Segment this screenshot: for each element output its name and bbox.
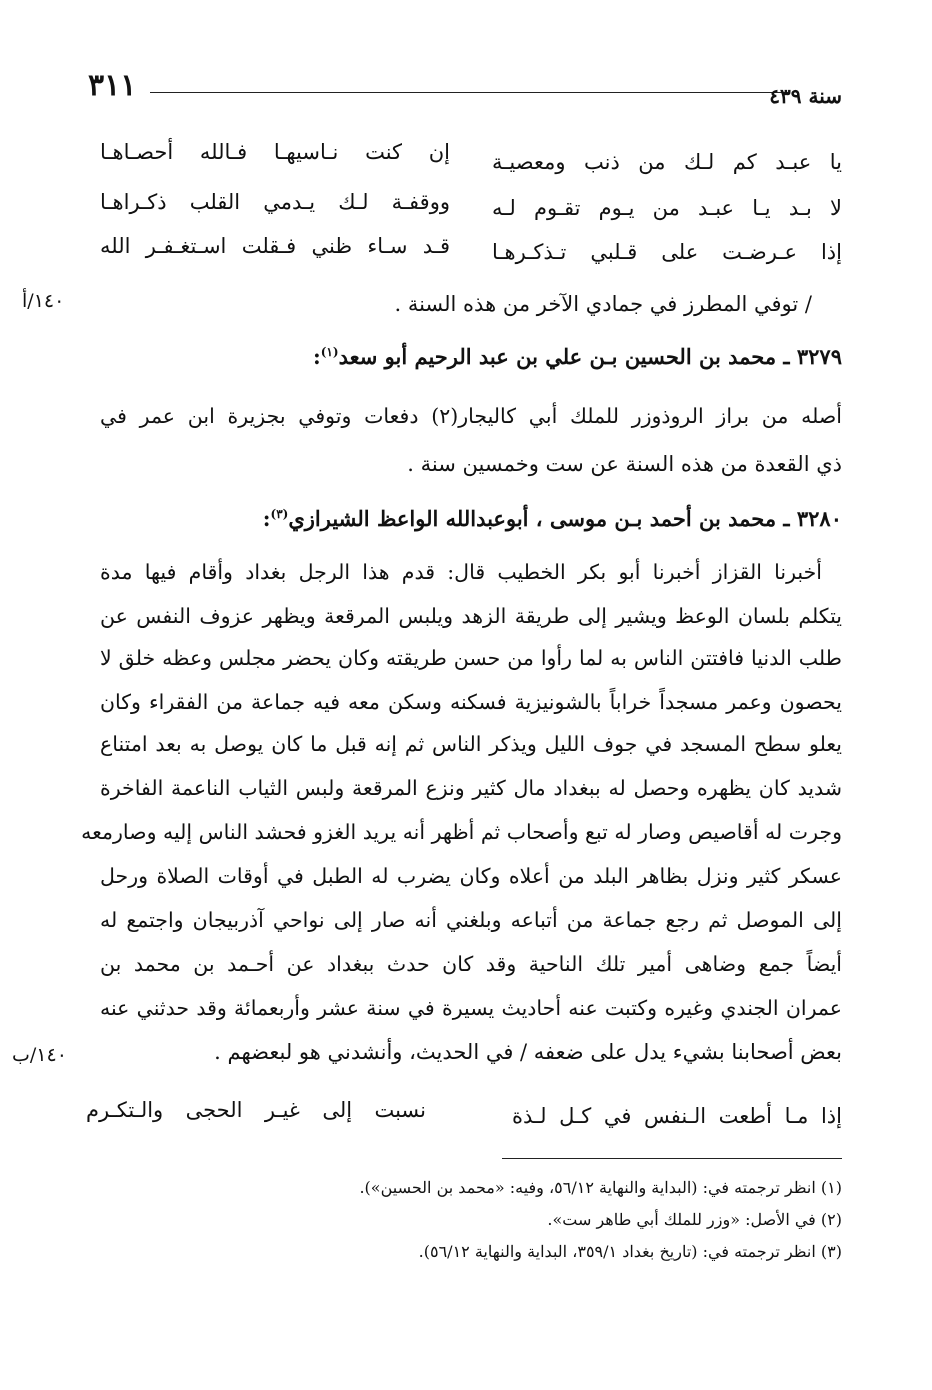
- entry-3279-heading: [313, 344, 842, 369]
- entry-3280-line-11: عمران الجندي وغيره وكتبت عنه أحاديث يسيرة في سنة عشر وأربعمائة وقد حدثني عنه: [100, 996, 842, 1020]
- poem1-verse1-right: يا عبـد كم لـك من ذنب ومعصيـة: [492, 150, 842, 174]
- entry-3280-line-12: بعض أصحابنا بشيء يدل على ضعفه / في الحديث، وأنشدني هو لبعضهم .: [214, 1040, 842, 1064]
- entry-3280-line-8: عسكر كثير ونزل بظاهر البلد من أعلاه وكان يضرب له الطبل في أوقات الصلاة ورحل: [100, 864, 842, 888]
- death-note: / توفي المطرز في جمادي الآخر من هذه السنة .: [394, 292, 812, 316]
- folio-marker-b: ١٤٠/ب: [12, 1044, 67, 1066]
- entry-3280-line-5: يعلو سطح المسجد في جوف الليل ويذكر الناس ثم إنه قبل ما كان يوصل به بعد امتناع: [100, 732, 842, 756]
- entry-3280-line-9: إلى الموصل ثم رجع جماعة من أتباعه وبلغني أنه صار إلى نواحي آذربيجان واجتمع له: [100, 908, 842, 932]
- entry-3280-line-2: يتكلم بلسان الوعظ ويشير إلى طريقة الزهد ويلبس المرقعة ويظهر عزوف النفس عن: [100, 604, 842, 628]
- header-rule: [150, 92, 790, 93]
- footnote-3: (٣) انظر ترجمته في: (تاريخ بغداد ٣٥٩/١، البداية والنهاية ٥٦/١٢).: [418, 1242, 842, 1261]
- entry-3280-line-10: أيضاً جمع وضاهى أمير تلك الناحية وقد كان حدث ببغداد عن أحـمد بن محمد بن: [100, 952, 842, 976]
- entry-3280-line-3: طلب الدنيا فافتتن الناس به لما رأوا من حسن طريقته وكان يحضر مجلس وعظه خلق لا: [100, 646, 842, 670]
- entry-3280-line-7: وجرت له أقاصيص وصار له تبع وأصحاب ثم أظهر أنه يريد الغزو فحشد الناس إليه وصارمعه: [81, 820, 842, 844]
- entry-3279-line-1: أصله من براز الروذوزر للملك أبي كاليجار(٢) دفعات وتوفي بجزيرة ابن عمر في: [100, 404, 842, 428]
- footnote-rule: [502, 1158, 842, 1159]
- entry-3280-heading: [263, 506, 842, 531]
- poem1-verse3-right: إذا عـرضـت على قـلبي تـذكـرهـا: [492, 240, 842, 264]
- footnote-1: (١) انظر ترجمته في: (البداية والنهاية ٥٦/١٢، وفيه: «محمد بن الحسين»).: [359, 1178, 842, 1197]
- entry-3279-footnote-ref: (١): [320, 345, 339, 359]
- poem2-verse-left: نسبت إلى غيـر الحجى والـتكـرم: [86, 1098, 426, 1122]
- entry-3280-line-4: يحصون وعمر مسجداً خراباً بالشونيزية فسكنه وسكن معه فيه جماعة من الفقراء وكان: [100, 690, 842, 714]
- entry-3280-heading-end: :: [262, 506, 271, 531]
- entry-3280-line-1: أخبرنا القزاز أخبرنا أبو بكر الخطيب قال: قدم هذا الرجل بغداد وأقام فيها مدة: [100, 560, 822, 584]
- poem1-verse3-left: قـد سـاء ظني فـقلت اسـتغـفـر الله: [100, 234, 450, 258]
- entry-3279-line-2: ذي القعدة من هذه السنة عن ست وخمسين سنة .: [407, 452, 842, 476]
- entry-3279-title: ٣٢٧٩ ـ محمد بن الحسين بـن علي بن عبد الرحيم أبو سعد: [338, 344, 842, 369]
- entry-3280-line-6: شديد كان يظهره وحصل له ببغداد مال كثير ونزع المرقعة ولبس الثياب الناعمة الفاخرة: [100, 776, 842, 800]
- year-heading: سنة ٤٣٩: [769, 84, 842, 108]
- poem1-verse2-right: لا بـد يـا عبـد من يـوم تقـوم لـه: [492, 196, 842, 220]
- page-number: ٣١١: [88, 68, 137, 103]
- footnote-2: (٢) في الأصل: «وزر للملك أبي طاهر ست».: [547, 1210, 842, 1229]
- entry-3280-footnote-ref: (٣): [270, 507, 289, 521]
- poem1-verse1-left: إن كنت نـاسيهـا فـالله أحصـاهـا: [100, 140, 450, 164]
- poem1-verse2-left: ووقفـة لـك يـدمي القلب ذكـراهـا: [100, 190, 450, 214]
- entry-3279-heading-end: :: [312, 344, 321, 369]
- poem2-verse-right: إذا مـا أطعت الـنفس في كـل لـذة: [512, 1104, 842, 1128]
- entry-3280-title: ٣٢٨٠ ـ محمد بن أحمد بـن موسى ، أبوعبدالله الواعظ الشيرازي: [288, 506, 842, 531]
- folio-marker-a: ١٤٠/أ: [22, 290, 65, 312]
